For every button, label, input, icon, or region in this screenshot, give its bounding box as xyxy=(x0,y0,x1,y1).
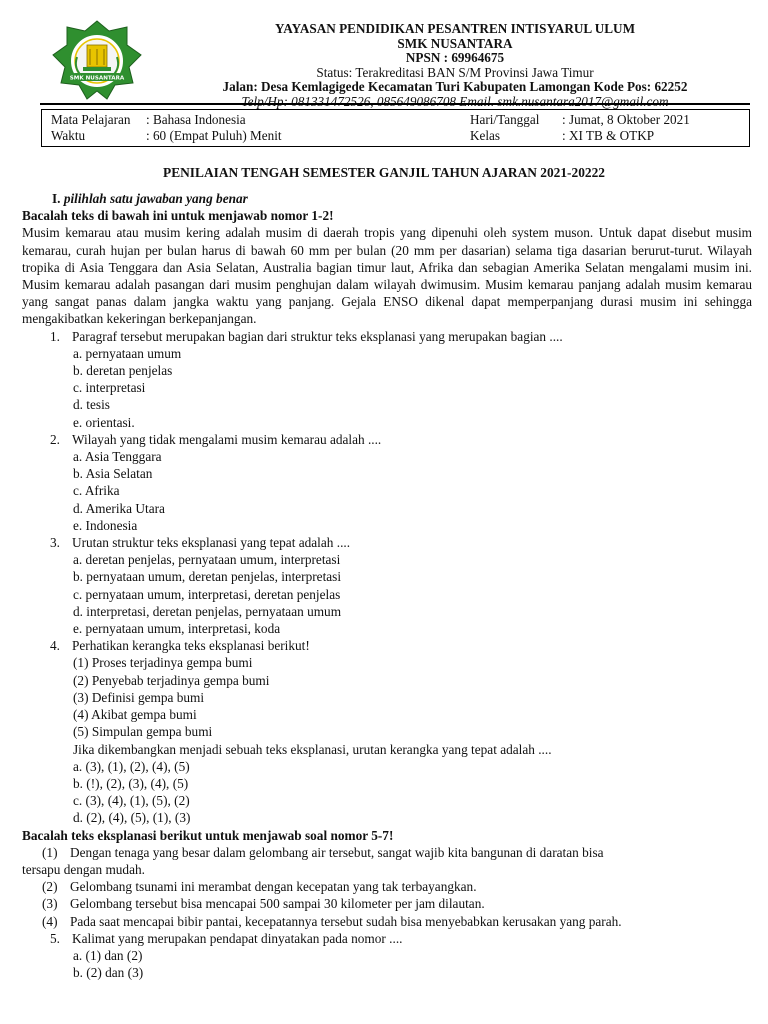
option: a. (3), (1), (2), (4), (5) xyxy=(73,758,190,774)
exam-info-box xyxy=(41,109,750,147)
outline-item: (4) Akibat gempa bumi xyxy=(73,707,197,723)
option: b. (!), (2), (3), (4), (5) xyxy=(73,775,189,791)
instruction-1: Bacalah teks di bawah ini untuk menjawab nomor 1-2! xyxy=(22,208,334,224)
time-label: Waktu xyxy=(51,128,86,143)
letterhead xyxy=(160,22,750,110)
question-3: 3. Urutan struktur teks eksplanasi yang tepat adalah .... xyxy=(50,535,351,551)
date-value: : Jumat, 8 Oktober 2021 xyxy=(562,112,690,127)
option: e. pernyataan umum, interpretasi, koda xyxy=(73,621,281,637)
header-rule xyxy=(40,103,750,105)
school-address: Jalan: Desa Kemlagigede Kecamatan Turi Kabupaten Lamongan Kode Pos: 62252 xyxy=(222,79,688,95)
question-5: 5. Kalimat yang merupakan pendapat dinyatakan pada nomor .... xyxy=(50,930,403,946)
class-value: : XI TB & OTKP xyxy=(562,128,655,143)
school-contact: Telp/Hp: 081331472526, 085649086708 Email. smk.nusantara2017@gmail.com xyxy=(241,93,669,109)
option: a. Asia Tenggara xyxy=(73,449,162,465)
option: b. pernyataan umum, deretan penjelas, interpretasi xyxy=(73,569,342,585)
subject-value: : Bahasa Indonesia xyxy=(146,112,246,127)
instruction-2: Bacalah teks eksplanasi berikut untuk menjawab soal nomor 5-7! xyxy=(22,827,394,843)
option: d. tesis xyxy=(73,397,110,413)
option: c. interpretasi xyxy=(73,380,146,396)
question-4: 4. Perhatikan kerangka teks eksplanasi berikut! xyxy=(50,638,310,654)
date-label: Hari/Tanggal xyxy=(470,112,540,127)
option: b. (2) dan (3) xyxy=(73,965,144,981)
reading-passage: Musim kemarau atau musim kering adalah musim di daerah tropis yang dipenuhi oleh system muson. Untuk dapat disebut musim kemarau, curah hujan per bulan harus di bawah 60 mm per bulan (20 mm per dasarian) selama tiga dasarian berurut-turut. Wilayah tropika di Asia Tenggara dan Asia Selatan, Australia bagian timur laut, Afrika dan sebagian Amerika Selatan mengalami musim ini. Musim kemarau adalah pasangan dari musim penghujan dalam wilayah dwimusim. Musim kemarau panjang adalah musim kemarau yang sangat panas dalam jangka waktu yang panjang. Gejala ENSO dikenal dapat memperpanjang durasi musim ini sehingga mengakibatkan kekeringan berkepanjangan. xyxy=(22,225,752,327)
school-name: SMK NUSANTARA xyxy=(397,35,513,51)
option: b. deretan penjelas xyxy=(73,363,173,379)
outline-item: (5) Simpulan gempa bumi xyxy=(73,724,213,740)
option: e. Indonesia xyxy=(73,517,138,533)
outline-item: (3) Definisi gempa bumi xyxy=(73,689,205,705)
exam-content xyxy=(22,190,752,981)
option: c. pernyataan umum, interpretasi, deretan penjelas xyxy=(73,586,341,602)
foundation-name: YAYASAN PENDIDIKAN PESANTREN INTISYARUL ULUM xyxy=(274,21,636,36)
option: a. deretan penjelas, pernyataan umum, interpretasi xyxy=(73,552,341,568)
outline-item: (1) Proses terjadinya gempa bumi xyxy=(73,655,253,671)
question-1: 1. Paragraf tersebut merupakan bagian dari struktur teks eksplanasi yang merupakan bagian .... xyxy=(50,328,563,344)
option: d. interpretasi, deretan penjelas, pernyataan umum xyxy=(73,603,342,619)
section-heading: I. pilihlah satu jawaban yang benar xyxy=(52,191,248,206)
option: c. Afrika xyxy=(73,483,120,499)
time-value: : 60 (Empat Puluh) Menit xyxy=(146,128,282,143)
statement-1-continued: tersapu dengan mudah. xyxy=(22,861,145,877)
exam-title: PENILAIAN TENGAH SEMESTER GANJIL TAHUN AJARAN 2021-20222 xyxy=(163,165,605,180)
option: b. Asia Selatan xyxy=(73,466,153,482)
option: e. orientasi. xyxy=(73,414,135,430)
option: a. pernyataan umum xyxy=(73,345,182,361)
question-4-followup: Jika dikembangkan menjadi sebuah teks eksplanasi, urutan kerangka yang tepat adalah .... xyxy=(73,741,552,757)
option: d. (2), (4), (5), (1), (3) xyxy=(73,810,191,826)
option: a. (1) dan (2) xyxy=(73,947,143,963)
statement-1: (1) Dengan tenaga yang besar dalam gelombang air tersebut, sangat wajib kita bangunan di daratan bisa xyxy=(42,844,604,860)
outline-item: (2) Penyebab terjadinya gempa bumi xyxy=(73,672,270,688)
subject-label: Mata Pelajaran xyxy=(51,112,131,127)
statement-3: (3) Gelombang tersebut bisa mencapai 500 sampai 30 kilometer per jam dilautan. xyxy=(42,896,485,912)
option: d. Amerika Utara xyxy=(73,500,165,516)
statement-4: (4) Pada saat mencapai bibir pantai, kecepatannya tersebut sudah bisa menyebabkan kerusakan yang parah. xyxy=(42,913,622,929)
question-2: 2. Wilayah yang tidak mengalami musim kemarau adalah .... xyxy=(50,431,382,447)
logo-text: SMK NUSANTARA xyxy=(69,75,125,82)
class-label: Kelas xyxy=(470,128,501,143)
npsn: NPSN : 69964675 xyxy=(405,50,505,66)
statement-2: (2) Gelombang tsunami ini merambat dengan kecepatan yang tak terbayangkan. xyxy=(42,879,477,895)
accreditation-status: Status: Terakreditasi BAN S/M Provinsi Jawa Timur xyxy=(316,64,594,80)
school-logo xyxy=(36,20,158,102)
option: c. (3), (4), (1), (5), (2) xyxy=(73,793,190,809)
